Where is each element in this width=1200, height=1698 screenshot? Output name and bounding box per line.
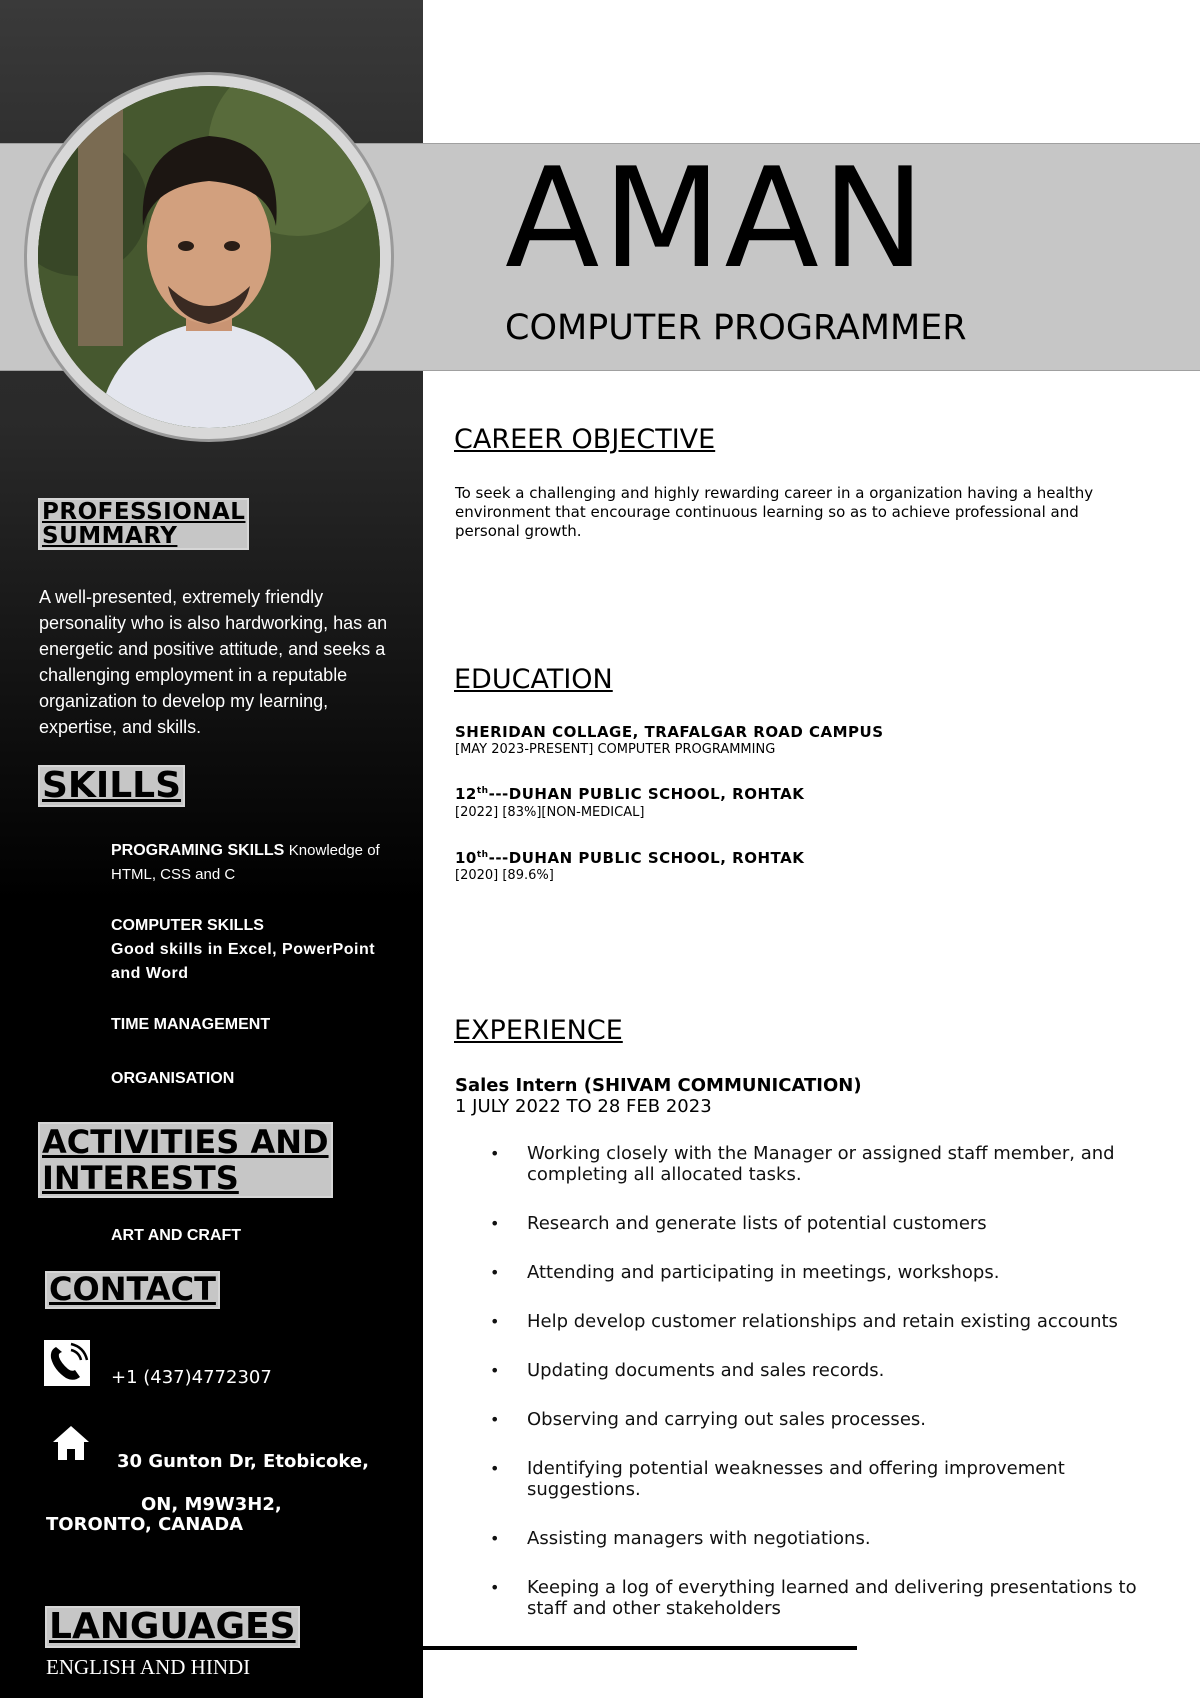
experience-bullet: • Working closely with the Manager or assigned staff member, and completing all allocated tasks. <box>490 1143 1150 1185</box>
summary-text: A well-presented, extremely friendly personality who is also hardworking, has an energetic and positive attitude, and seeks a challenging employment in a reputable organization to develop my learning, expertise, and skills. <box>39 587 388 737</box>
skill-item <box>111 914 391 986</box>
experience-bullet: • Observing and carrying out sales processes. <box>490 1409 1150 1430</box>
skill-item: TIME MANAGEMENT <box>111 1016 271 1033</box>
activities-heading <box>38 1122 333 1198</box>
address-line2: ON, M9W3H2, <box>141 1494 282 1515</box>
education-grade: 10 <box>455 849 477 867</box>
skill-detail: Knowledge of HTML, CSS and C <box>111 842 380 883</box>
address-line1: 30 Gunton Dr, Etobicoke, <box>117 1451 369 1472</box>
education-entry-sub: [2020] [89.6%] <box>455 868 554 883</box>
activities-heading-line1: ACTIVITIES AND <box>42 1123 329 1161</box>
experience-bullet: • Keeping a log of everything learned and delivering presentations to staff and other stakeholders <box>490 1577 1150 1619</box>
contact-heading: CONTACT <box>45 1271 220 1309</box>
education-entry-title: SHERIDAN COLLAGE, TRAFALGAR ROAD CAMPUS <box>455 723 884 741</box>
home-icon <box>51 1424 91 1462</box>
education-heading: EDUCATION <box>454 664 613 695</box>
education-grade: 12 <box>455 785 477 803</box>
education-grade-suffix: th <box>476 850 489 860</box>
education-school: ---DUHAN PUBLIC SCHOOL, ROHTAK <box>488 785 805 803</box>
profile-photo <box>38 86 380 428</box>
languages-heading: LANGUAGES <box>45 1606 300 1648</box>
skill-title: PROGRAMING SKILLS <box>111 842 285 859</box>
profile-photo-illustration <box>38 86 380 428</box>
experience-title: Sales Intern (SHIVAM COMMUNICATION) <box>455 1075 862 1096</box>
experience-heading: EXPERIENCE <box>454 1015 623 1046</box>
skill-item: ORGANISATION <box>111 1070 235 1087</box>
experience-bullet: • Identifying potential weaknesses and offering improvement suggestions. <box>490 1458 1150 1500</box>
skills-heading: SKILLS <box>38 765 185 807</box>
candidate-role: COMPUTER PROGRAMMER <box>505 308 967 348</box>
summary-heading-line2: SUMMARY <box>42 523 178 550</box>
education-entry-title <box>455 849 804 867</box>
activities-heading-line2: INTERESTS <box>42 1159 239 1197</box>
bottom-divider <box>423 1646 857 1650</box>
skill-item <box>111 839 391 887</box>
experience-bullet: • Attending and participating in meetings, workshops. <box>490 1262 1150 1283</box>
experience-bullet: • Updating documents and sales records. <box>490 1360 1150 1381</box>
education-entry-sub: [MAY 2023-PRESENT] COMPUTER PROGRAMMING <box>455 742 776 757</box>
education-school: ---DUHAN PUBLIC SCHOOL, ROHTAK <box>488 849 805 867</box>
career-objective-text: To seek a challenging and highly rewarding career in a organization having a healthy environment that encourage continuous learning so as to achieve professional and personal growth. <box>455 484 1094 540</box>
summary-heading-line1: PROFESSIONAL <box>42 499 246 525</box>
languages-text: ENGLISH AND HINDI <box>46 1655 251 1679</box>
experience-bullet-list <box>490 1143 1150 1647</box>
experience-bullet: • Help develop customer relationships and retain existing accounts <box>490 1311 1150 1332</box>
skill-detail: Good skills in Excel, PowerPoint and Word <box>111 941 376 982</box>
candidate-name: AMAN <box>505 138 929 299</box>
career-objective-heading: CAREER OBJECTIVE <box>454 424 716 455</box>
phone-number: +1 (437)4772307 <box>111 1367 272 1388</box>
phone-icon <box>44 1340 90 1386</box>
skill-title: COMPUTER SKILLS <box>111 917 264 934</box>
address-line3: TORONTO, CANADA <box>46 1514 244 1535</box>
experience-bullet: • Research and generate lists of potential customers <box>490 1213 1150 1234</box>
education-entry-sub: [2022] [83%][NON-MEDICAL] <box>455 805 645 820</box>
education-entry-title <box>455 785 804 803</box>
experience-dates: 1 JULY 2022 TO 28 FEB 2023 <box>455 1096 712 1117</box>
summary-heading <box>38 498 249 550</box>
activity-item: ART AND CRAFT <box>111 1227 242 1244</box>
experience-bullet: • Assisting managers with negotiations. <box>490 1528 1150 1549</box>
education-grade-suffix: th <box>476 786 489 796</box>
